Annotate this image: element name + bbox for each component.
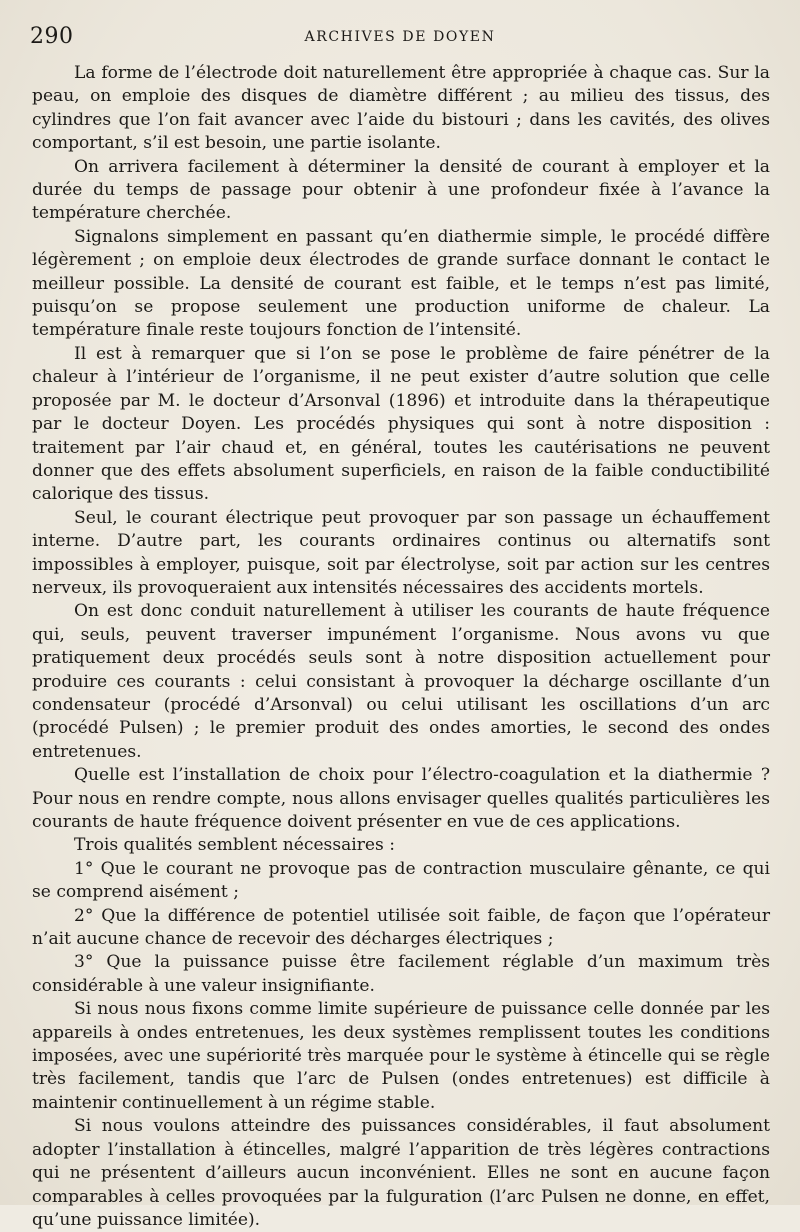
paragraph: Il est à remarquer que si l’on se pose le problème de faire pénétrer de la chaleur à l’intérieur de l’organisme, il ne peut exister d’autre solution que celle proposée par M. le docteur d’Arsonval (1896) et introduite dans la thérapeutique par le docteur Doyen. Les procédés physiques qui sont à notre disposition : traitement par l’air chaud et, en général, toutes les cautérisations ne peuvent donner que des effets absolument superficiels, en raison de la faible conductibilité calorique des tissus.: [32, 343, 770, 505]
paragraph: Si nous voulons atteindre des puissances considérables, il faut absolument adopter l’installation à étincelles, malgré l’apparition de très légères contractions qui ne présentent d’ailleurs aucun inconvénient. Elles ne sont en aucune façon comparables à celles provoquées par la fulguration (l’arc Pulsen ne donne, en effet, qu’une puissance limitée).: [32, 1116, 770, 1230]
list-item: 1° Que le courant ne provoque pas de contraction musculaire gênante, ce qui se comprend aisément ;: [32, 858, 770, 903]
body-text: [32, 62, 770, 1232]
list-item: 3° Que la puissance puisse être facilement réglable d’un maximum très considérable à une valeur insignifiante.: [32, 952, 770, 996]
paragraph: Trois qualités semblent nécessaires :: [74, 835, 396, 856]
running-title: ARCHIVES DE DOYEN: [304, 29, 496, 45]
paragraph: On arrivera facilement à déterminer la densité de courant à employer et la durée du temps de passage pour obtenir à une profondeur fixée à l’avance la température cherchée.: [32, 156, 770, 224]
paragraph: Quelle est l’installation de choix pour l’électro-coagulation et la diathermie ? Pour nous en rendre compte, nous allons envisager quelles qualités particulières les courants de haute fréquence doivent présenter en vue de ces applications.: [32, 765, 770, 832]
page-number: 290: [30, 24, 74, 49]
page-header: [30, 24, 770, 50]
paragraph: Si nous nous fixons comme limite supérieure de puissance celle donnée par les appareils à ondes entretenues, les deux systèmes remplissent toutes les conditions imposées, avec une supériorité très marquée pour le système à étincelle qui se règle très facilement, tandis que l’arc de Pulsen (ondes entretenues) est difficile à maintenir continuellement à un régime stable.: [32, 999, 770, 1113]
paragraph: Signalons simplement en passant qu’en diathermie simple, le procédé diffère légèrement ; on emploie deux électrodes de grande surface donnant le contact le meilleur possible. La densité de courant est faible, et le temps n’est pas limité, puisqu’on se propose seulement une production uniforme de chaleur. La température finale reste toujours fonction de l’intensité.: [32, 226, 770, 341]
paragraph: La forme de l’électrode doit naturellement être appropriée à chaque cas. Sur la peau, on emploie des disques de diamètre différent ; au milieu des tissus, des cylindres que l’on fait avancer avec l’aide du bistouri ; dans les cavités, des olives comportant, s’il est besoin, une partie isolante.: [32, 63, 770, 154]
paragraph: Seul, le courant électrique peut provoquer par son passage un échauffement interne. D’autre part, les courants ordinaires continus ou alternatifs sont impossibles à employer, puisque, soit par électrolyse, soit par action sur les centres nerveux, ils provoqueraient aux intensités nécessaires des accidents mortels.: [32, 507, 770, 598]
paragraph: On est donc conduit naturellement à utiliser les courants de haute fréquence qui, seuls, peuvent traverser impunément l’organisme. Nous avons vu que pratiquement deux procédés seuls sont à notre disposition actuellement pour produire ces courants : celui consistant à provoquer la décharge oscillante d’un condensateur (procédé d’Arsonval) ou celui utilisant les oscillations d’un arc (procédé Pulsen) ; le premier produit des ondes amorties, le second des ondes entretenues.: [32, 601, 770, 762]
list-item: 2° Que la différence de potentiel utilisée soit faible, de façon que l’opérateur n’ait aucune chance de recevoir des décharges électriques ;: [32, 905, 770, 950]
